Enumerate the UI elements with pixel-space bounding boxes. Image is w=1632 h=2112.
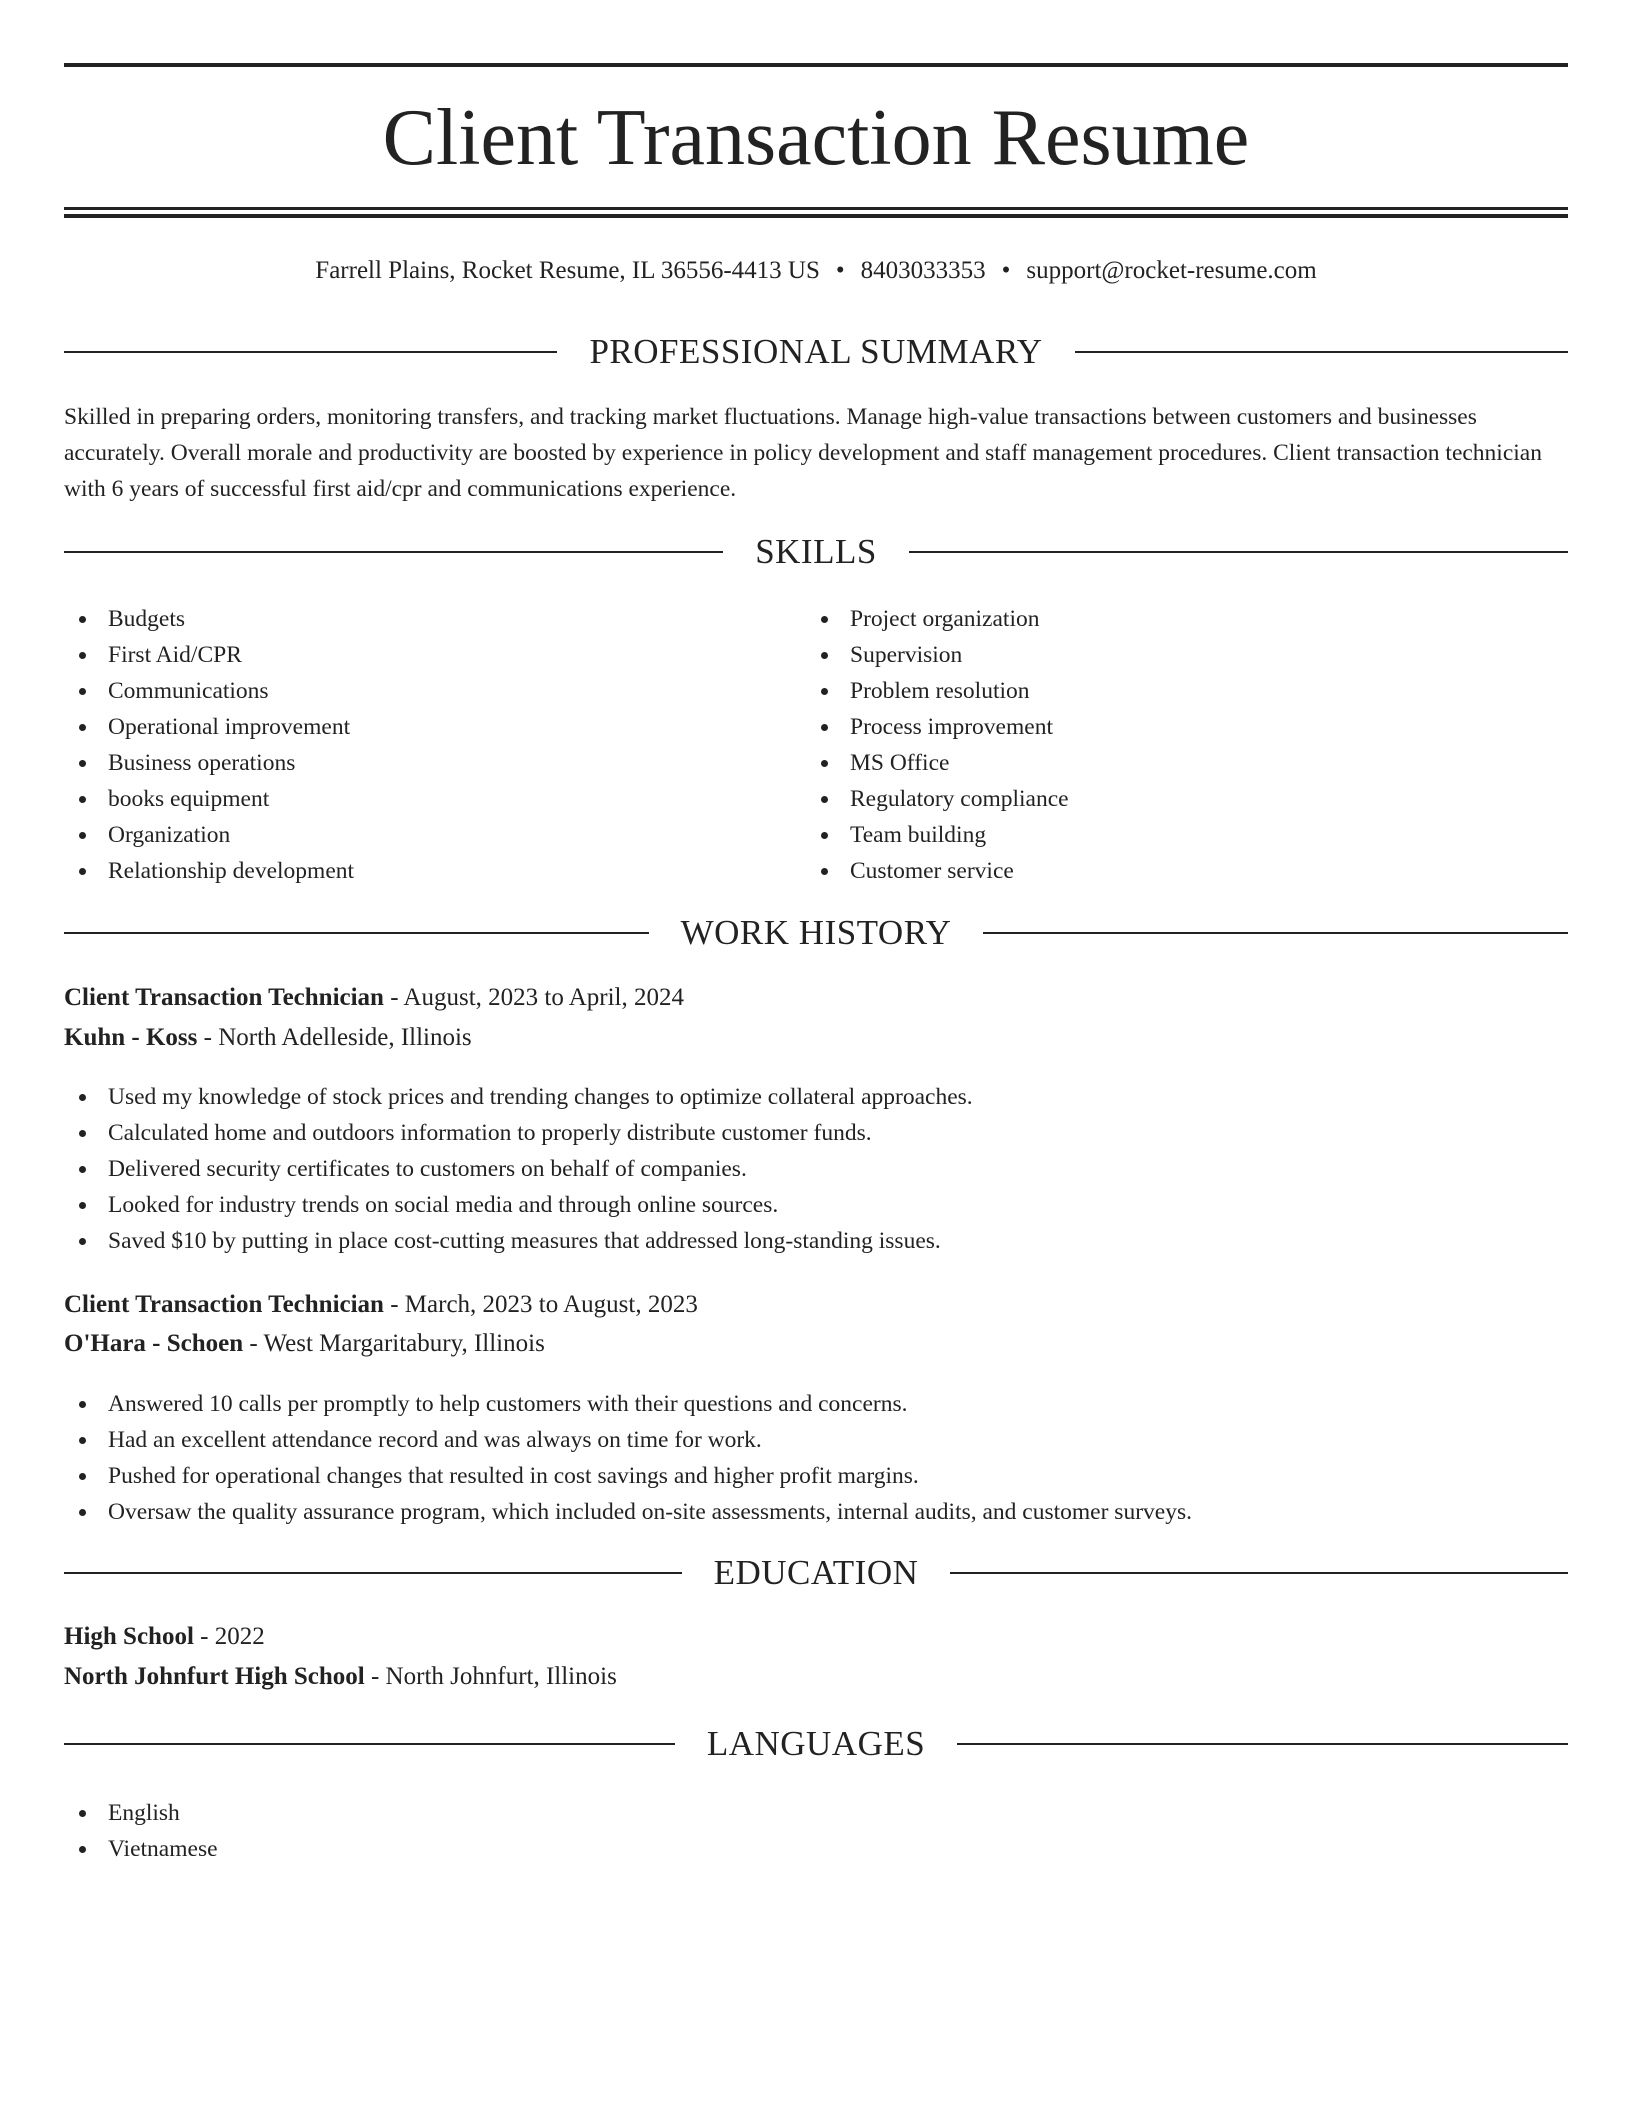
job-title-line	[64, 1287, 1568, 1323]
job-company: O'Hara - Schoen	[64, 1330, 244, 1357]
job-duty: Calculated home and outdoors information to properly distribute customer funds.	[64, 1115, 1568, 1151]
section-heading-languages	[64, 1722, 1568, 1766]
contact-separator: •	[835, 257, 845, 284]
heading-rule	[64, 551, 723, 553]
summary-text: Skilled in preparing orders, monitoring transfers, and tracking market fluctuations. Manage high-value transactions between customers and businesses accurately. Overall morale and productivity are boosted by experience in policy development and staff management procedures. Client transaction technician with 6 years of successful first aid/cpr and communications experience.	[64, 404, 1542, 502]
skill-item: Organization	[64, 817, 764, 853]
skill-item: Relationship development	[64, 853, 764, 889]
skill-item: books equipment	[64, 781, 764, 817]
skill-item: Budgets	[64, 601, 764, 637]
contact-email: support@rocket-resume.com	[1026, 257, 1317, 284]
job-duty: Saved $10 by putting in place cost-cutting measures that addressed long-standing issues.	[64, 1223, 1568, 1259]
job-duty: Used my knowledge of stock prices and trending changes to optimize collateral approaches.	[64, 1079, 1568, 1115]
job-company: Kuhn - Koss	[64, 1024, 198, 1051]
skill-item: Supervision	[806, 637, 1506, 673]
job-duty: Pushed for operational changes that resulted in cost savings and higher profit margins.	[64, 1458, 1568, 1494]
skill-item: Regulatory compliance	[806, 781, 1506, 817]
job-location: - West Margaritabury, Illinois	[243, 1330, 545, 1357]
job-location: - North Adelleside, Illinois	[197, 1024, 472, 1051]
job-duties-list	[64, 1079, 1568, 1259]
job-company-line	[64, 1326, 1568, 1362]
heading-rule	[64, 1743, 675, 1745]
heading-rule	[64, 1572, 682, 1574]
skill-item: MS Office	[806, 745, 1506, 781]
job-title: Client Transaction Technician	[64, 984, 384, 1011]
section-title: WORK HISTORY	[680, 913, 952, 952]
section-heading-work-history	[64, 911, 1568, 955]
contact-phone: 8403033353	[860, 257, 986, 284]
education-year: - 2022	[193, 1623, 265, 1650]
skill-item: Problem resolution	[806, 673, 1506, 709]
job-duty: Delivered security certificates to customers on behalf of companies.	[64, 1151, 1568, 1187]
heading-rule	[957, 1743, 1568, 1745]
languages-list	[64, 1795, 1568, 1867]
language-item: Vietnamese	[64, 1831, 1568, 1867]
skills-list-right	[806, 601, 1506, 889]
job-duty: Had an excellent attendance record and was always on time for work.	[64, 1422, 1568, 1458]
section-title: LANGUAGES	[706, 1724, 926, 1763]
title-double-rule	[64, 207, 1568, 219]
education-school-line	[64, 1659, 1568, 1695]
education-degree: High School	[64, 1623, 194, 1650]
skill-item: Process improvement	[806, 709, 1506, 745]
section-title: EDUCATION	[713, 1553, 919, 1592]
education-school: North Johnfurt High School	[64, 1663, 365, 1690]
skills-list-left	[64, 601, 764, 889]
skill-item: Project organization	[806, 601, 1506, 637]
job-dates: - March, 2023 to August, 2023	[383, 1291, 698, 1318]
contact-line	[64, 254, 1568, 288]
skill-item: First Aid/CPR	[64, 637, 764, 673]
job-title: Client Transaction Technician	[64, 1291, 384, 1318]
section-heading-skills	[64, 530, 1568, 574]
job-dates: - August, 2023 to April, 2024	[383, 984, 684, 1011]
skill-item: Customer service	[806, 853, 1506, 889]
job-duties-list	[64, 1386, 1568, 1530]
heading-rule	[1075, 351, 1568, 353]
top-rule	[64, 63, 1568, 67]
skill-item: Operational improvement	[64, 709, 764, 745]
contact-separator: •	[1001, 257, 1011, 284]
section-title: PROFESSIONAL SUMMARY	[589, 332, 1043, 371]
job-duty: Looked for industry trends on social media and through online sources.	[64, 1187, 1568, 1223]
heading-rule	[983, 932, 1568, 934]
education-degree-line	[64, 1619, 1568, 1655]
job-company-line	[64, 1020, 1568, 1056]
job-title-line	[64, 980, 1568, 1016]
heading-rule	[909, 551, 1568, 553]
skill-item: Business operations	[64, 745, 764, 781]
education-location: - North Johnfurt, Illinois	[364, 1663, 617, 1690]
language-item: English	[64, 1795, 1568, 1831]
contact-address: Farrell Plains, Rocket Resume, IL 36556-4413 US	[315, 257, 820, 284]
heading-rule	[64, 351, 557, 353]
heading-rule	[950, 1572, 1568, 1574]
skill-item: Team building	[806, 817, 1506, 853]
heading-rule	[64, 932, 649, 934]
job-duty: Oversaw the quality assurance program, which included on-site assessments, internal audits, and customer surveys.	[64, 1494, 1568, 1530]
section-heading-education	[64, 1551, 1568, 1595]
section-title: SKILLS	[755, 532, 877, 571]
resume-title: Client Transaction Resume	[382, 94, 1250, 182]
section-heading-summary	[64, 330, 1568, 374]
skill-item: Communications	[64, 673, 764, 709]
job-duty: Answered 10 calls per promptly to help customers with their questions and concerns.	[64, 1386, 1568, 1422]
